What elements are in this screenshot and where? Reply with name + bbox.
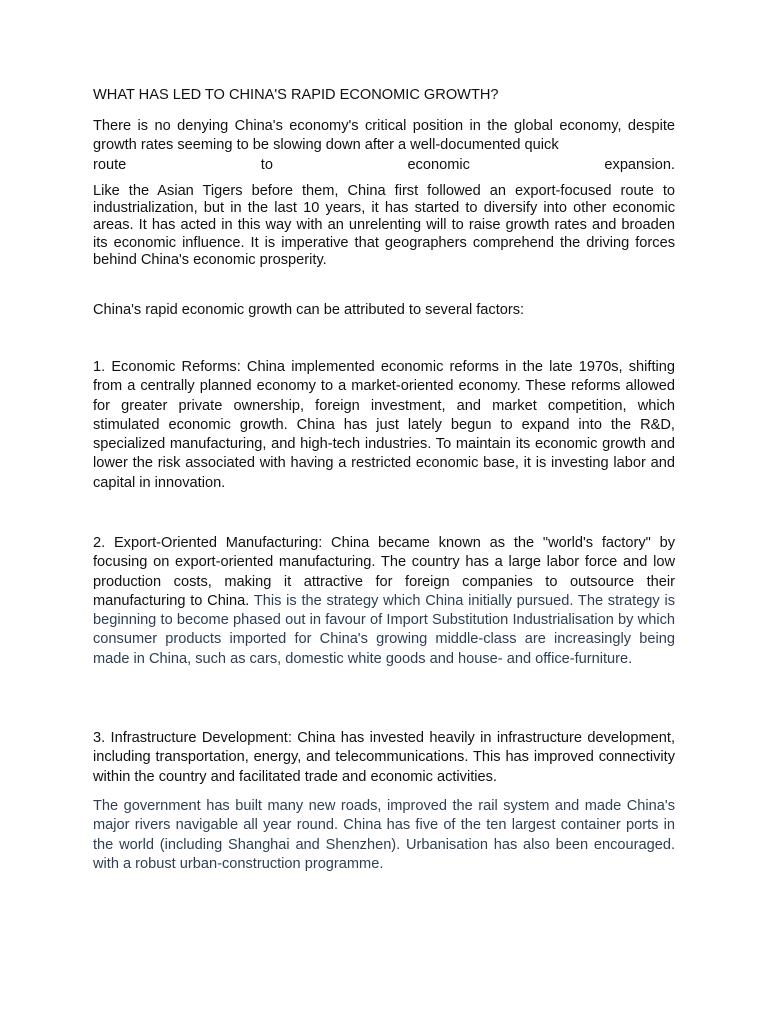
intro-paragraph-1-last-line: route to economic expansion. bbox=[93, 156, 675, 173]
factor-export-manufacturing-text: 2. Export-Oriented Manufacturing: China became known as the "world's factory" by focusing on export-oriented manufacturing. The country has a large labor force and low production costs, making it attractive for foreign companies to outsource their manufacturing to China. bbox=[93, 535, 675, 609]
factors-intro: China's rapid economic growth can be attributed to several factors: bbox=[93, 302, 525, 318]
intro-paragraph-1-text: There is no denying China's economy's critical position in the global economy, despite growth rates seeming to be slowing down after a well-documented quick bbox=[93, 118, 675, 154]
document-title: WHAT HAS LED TO CHINA'S RAPID ECONOMIC GROWTH? bbox=[93, 87, 499, 103]
factor-infrastructure-detail: The government has built many new roads, improved the rail system and made China's major rivers navigable all year round. China has five of the ten largest container ports in the world (including Shanghai and Shenzhen). Urbanisation has also been encouraged. with a robust urban-construction programme. bbox=[93, 798, 675, 872]
factor-infrastructure: 3. Infrastructure Development: China has invested heavily in infrastructure development, including transportation, energy, and telecommunications. This has improved connectivity within the country and facilitated trade and economic activities. bbox=[93, 730, 675, 785]
intro-paragraph-2: Like the Asian Tigers before them, China first followed an export-focused route to industrialization, but in the last 10 years, it has started to diversify into other economic areas. It has acted in this way with an unrelenting will to raise growth rates and broaden its economic influence. It is imperative that geographers comprehend the driving forces behind China's economic prosperity. bbox=[93, 183, 675, 268]
factor-export-manufacturing bbox=[93, 534, 675, 669]
factor-export-manufacturing-note: This is the strategy which China initially pursued. The strategy is beginning to become phased out in favour of Import Substitution Industrialisation by which consumer products imported for China's growing middle-class are increasingly being made in China, such as cars, domestic white goods and house- and office-furniture. bbox=[93, 592, 676, 667]
intro-paragraph-1 bbox=[93, 117, 675, 175]
factor-economic-reforms: 1. Economic Reforms: China implemented economic reforms in the late 1970s, shifting from a centrally planned economy to a market-oriented economy. These reforms allowed for greater private ownership, foreign investment, and market competition, which stimulated economic growth. China has just lately begun to expand into the R&D, specialized manufacturing, and high-tech industries. To maintain its economic growth and lower the risk associated with having a restricted economic base, it is investing labor and capital in innovation. bbox=[93, 359, 675, 491]
